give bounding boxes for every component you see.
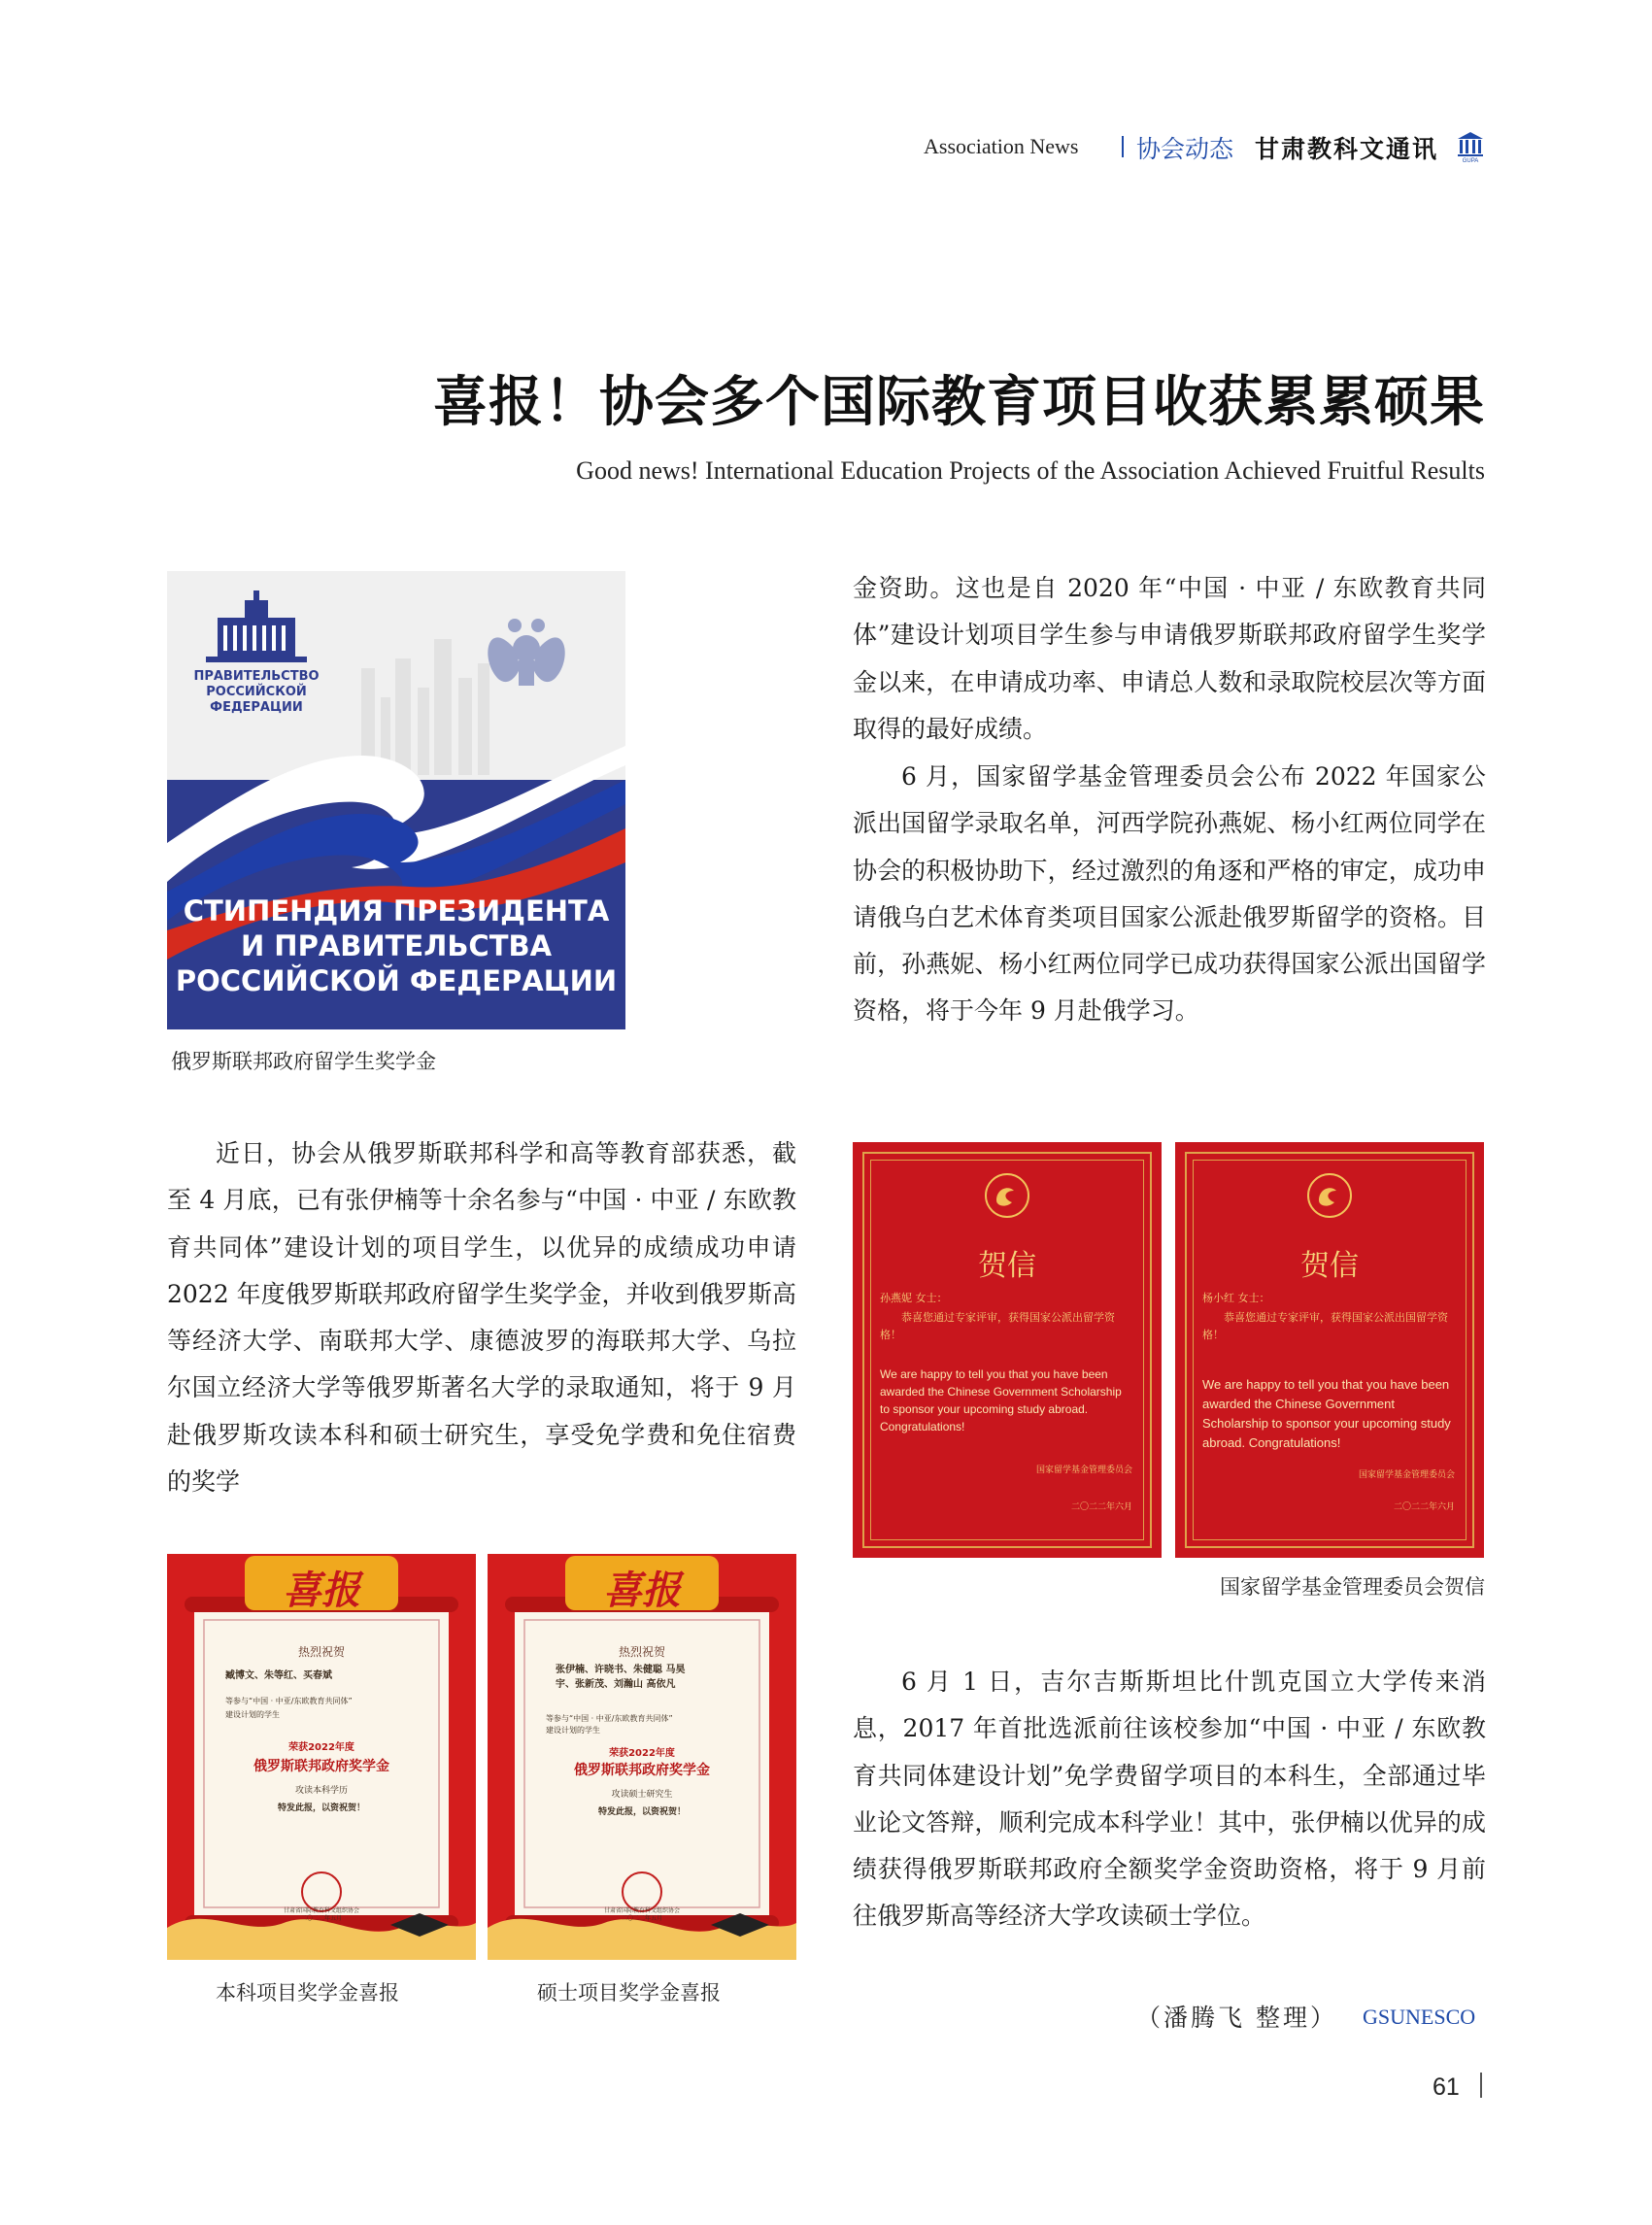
magazine-logo-icon [1457,130,1484,163]
author-credit: （潘腾飞 整理） [1136,2004,1337,2032]
poster-award: 俄罗斯联邦政府奖学金 [574,1763,710,1778]
poster1-caption: 本科项目奖学金喜报 [216,1981,399,2005]
letter-en-body: We are happy to tell you that you have been awarded the Chinese Government Scholarship to sponsor your upcoming study abroad. Congratulations! [880,1367,1122,1433]
letter-cn-body: 恭喜您通过专家评审，获得国家公派出留学资格！ [880,1311,1115,1341]
csc-emblem-icon [1305,1171,1354,1220]
header-section-en: Association News [924,134,1079,158]
poster-date: 二〇二二年五月 [621,1915,662,1922]
letter-signature: 国家留学基金管理委员会 [1358,1470,1455,1480]
letter-en-body: We are happy to tell you that you have been awarded the Chinese Government Scholarship to sponsor your upcoming study abroad. Congratulations! [1202,1377,1451,1450]
header-divider [1122,136,1124,157]
article-title: 喜报！协会多个国际教育项目收获累累硕果 [433,370,1485,434]
letter-date: 二〇二二年六月 [1070,1502,1132,1512]
letters-caption: 国家留学基金管理委员会贺信 [1220,1575,1485,1599]
poster-org: 甘肃省国际教育科文组织协会 [603,1907,680,1914]
letter-heading: 贺信 [978,1249,1036,1283]
poster-line2: 建设计划的学生 [546,1726,600,1735]
right-paragraph-2: 6 月，国家留学基金管理委员会公布 2022 年国家公派出国留学录取名单，河西学院孙燕妮、杨小红两位同学在协会的积极协助下，经过激烈的角逐和严格的审定，成功申请俄乌白艺术体育类项目国家公派赴俄罗斯留学的资格。目前，孙燕妮、杨小红两位同学已成功获得国家公派出国留学资格，将于今年 9 月赴俄学习。 [853,762,1486,1026]
article-subtitle: Good news! International Education Projects of the Association Achieved Fruitful Results [576,456,1485,485]
csc-emblem-icon [983,1171,1031,1220]
gov-label-1: ПРАВИТЕЛЬСТВО [193,669,320,684]
congratulation-letter-1 [853,1142,1162,1558]
poster-greeting: 热烈祝贺 [297,1645,345,1659]
source-label: GSUNESCO [1363,2005,1476,2029]
poster-level: 攻读本科学历 [294,1786,348,1796]
poster-award: 俄罗斯联邦政府奖学金 [253,1759,389,1774]
magazine-name: 甘肃教科文通讯 [1255,135,1439,163]
page-number: 61 [1433,2073,1460,2101]
poster-closing: 特发此报，以资祝贺！ [597,1807,686,1817]
poster-banner: 喜报 [283,1568,360,1613]
letter-heading: 贺信 [1300,1249,1359,1283]
poster-date: 二〇二二年五月 [300,1915,342,1922]
congratulation-letter-2 [1175,1142,1484,1558]
poster-line1: 等参与“中国 · 中亚/东欧教育共同体” [225,1697,353,1705]
poster-line2: 建设计划的学生 [225,1710,280,1719]
russia-scholarship-image [167,571,625,1029]
banner-line-2: И ПРАВИТЕЛЬСТВА [240,929,553,962]
letter-cn-body: 恭喜您通过专家评审，获得国家公派出国留学资格！ [1202,1311,1448,1341]
left-paragraph-1: 近日，协会从俄罗斯联邦科学和高等教育部获悉，截至 4 月底，已有张伊楠等十余名参与“中国 · 中亚 / 东欧教育共同体”建设计划的项目学生，以优异的成绩成功申请 2022 年度俄罗斯联邦政府留学生奖学金，并收到俄罗斯高等经济大学、南联邦大学、康德波罗的海联邦大学、乌拉尔国立经济大学等俄罗斯著名大学的录取通知，将于 9 月赴俄罗斯攻读本科和硕士研究生，享受免学费和免住宿费的奖学 [167,1139,796,1497]
header-section-cn: 协会动态 [1136,135,1234,163]
poster-greeting: 热烈祝贺 [618,1645,665,1659]
right-paragraph-3: 6 月 1 日，吉尔吉斯斯坦比什凯克国立大学传来消息，2017 年首批选派前往该校参加“中国 · 中亚 / 东欧教育共同体建设计划”免学费留学项目的本科生，全部通过毕业论文答辩，顺利完成本科学业！其中，张伊楠以优异的成绩获得俄罗斯联邦政府全额奖学金资助资格，将于 9 月前往俄罗斯高等经济大学攻读硕士学位。 [853,1668,1486,1931]
logo-text: GUPA [1462,158,1479,163]
poster-org: 甘肃省国际教育科文组织协会 [283,1907,359,1914]
letter-salutation: 杨小红 女士： [1202,1292,1270,1304]
poster-names: 臧博文、朱等红、买春斌 [225,1670,332,1681]
gov-label-2: РОССИЙСКОЙ [206,685,307,699]
letter-signature: 国家留学基金管理委员会 [1035,1466,1132,1475]
poster-level: 攻读硕士研究生 [611,1790,673,1800]
poster-closing: 特发此报，以资祝贺！ [277,1804,365,1813]
banner-line-1: СТИПЕНДИЯ ПРЕЗИДЕНТА [183,894,610,927]
poster-award-pre: 荣获2022年度 [288,1742,354,1753]
banner-line-3: РОССИЙСКОЙ ФЕДЕРАЦИИ [175,964,618,997]
letter-date: 二〇二二年六月 [1393,1502,1455,1512]
gov-label-3: ФЕДЕРАЦИИ [210,700,303,715]
announcement-poster-1 [167,1554,476,1960]
poster-line1: 等参与“中国 · 中亚/东欧教育共同体” [546,1714,673,1723]
letter-salutation: 孙燕妮 女士： [880,1292,948,1304]
page-number-divider [1480,2073,1482,2098]
right-paragraph-1: 金资助。这也是自 2020 年“中国 · 中亚 / 东欧教育共同体”建设计划项目学生参与申请俄罗斯联邦政府留学生奖学金以来，在申请成功率、申请总人数和录取院校层次等方面取得的最好成绩。 [853,574,1486,743]
image1-caption: 俄罗斯联邦政府留学生奖学金 [171,1050,436,1073]
poster-award-pre: 荣获2022年度 [609,1748,675,1759]
poster-banner: 喜报 [603,1568,681,1613]
announcement-poster-2 [488,1554,796,1960]
poster-names: 张伊楠、许晓书、朱健聪 马昊宇、张新茂、刘瀚山 高依凡 [556,1665,686,1690]
poster2-caption: 硕士项目奖学金喜报 [537,1981,721,2005]
